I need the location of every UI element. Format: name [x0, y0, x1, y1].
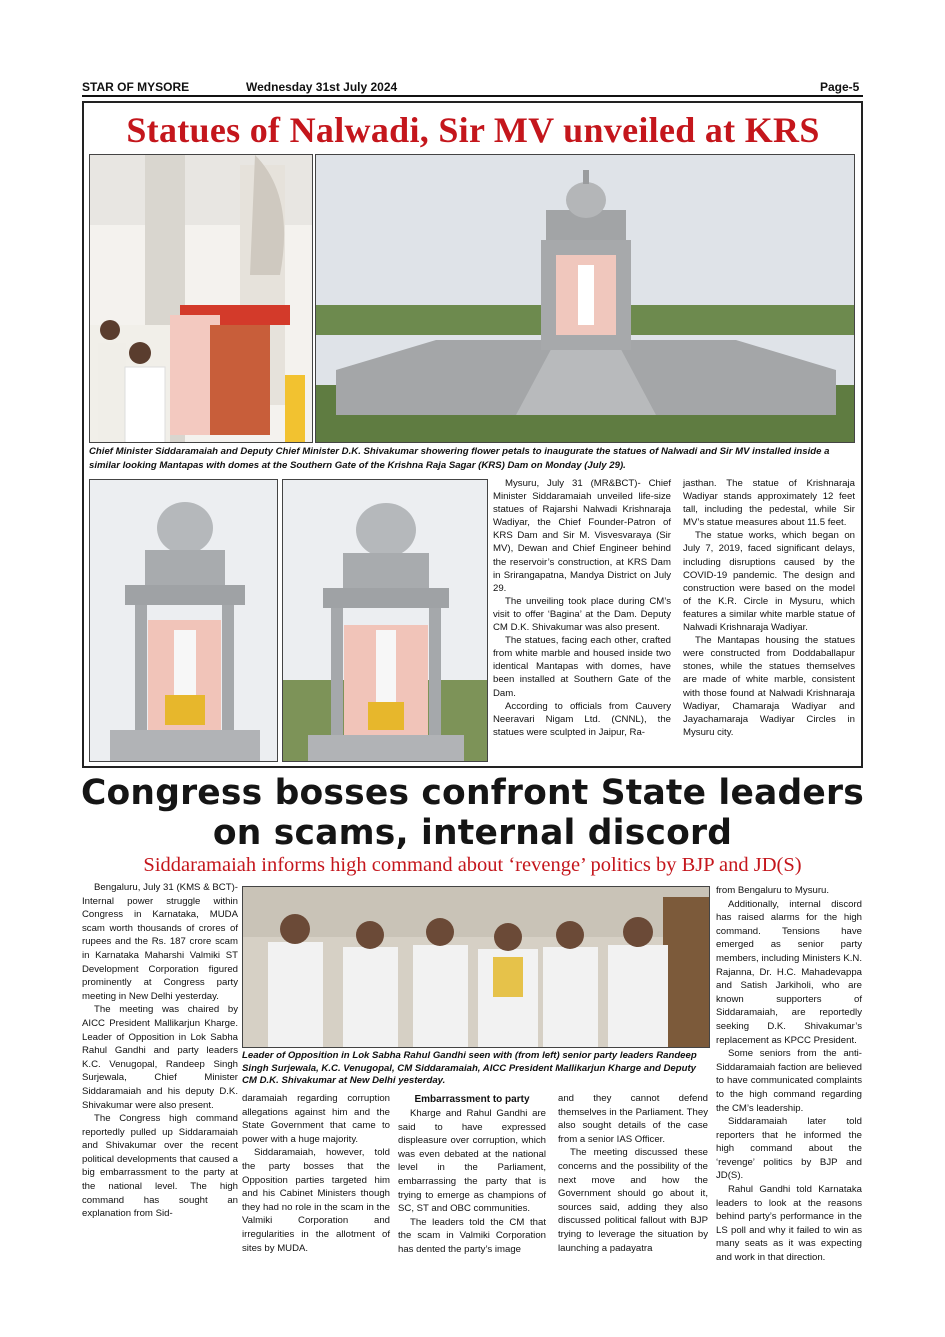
story1-col1-para: The unveiling took place during CM’s visit to offer ‘Bagina’ at the Dam. Deputy CM D.K. Shivakumar was also present. [493, 595, 671, 634]
story1-col1-para: The statues, facing each other, crafted from white marble and housed inside two identical Mantapas with domes, have been installed at Southern Gate of the Dam. [493, 635, 671, 699]
story1-col2-para: jasthan. The statue of Krishnaraja Wadiyar stands approximately 12 feet tall, including the pedestal, while Sir MV’s statue measures about 11.5 feet. [683, 478, 855, 529]
story2-col5-para: Some seniors from the anti-Siddaramaiah faction are believed to have communicated complaints to the high command regarding the CM’s leadership. [716, 1048, 862, 1114]
story2-col1-para: The Congress high command reportedly pulled up Siddaramaiah and Shivakumar over the recent political developments that caused a big embarrassment to the party at the national level. The high command has sought an explanation from Sid- [82, 1113, 238, 1220]
story1-headline: Statues of Nalwadi, Sir MV unveiled at KRS [126, 110, 820, 150]
issue-date: Wednesday 31st July 2024 [246, 80, 398, 94]
story1-col1-para: According to officials from Cauvery Neeravari Nigam Ltd. (CNNL), the statues were sculpted in Jaipur, Ra- [493, 700, 671, 738]
page-number: Page-5 [820, 80, 860, 94]
ceremony-photo [89, 154, 313, 443]
group-photo [242, 886, 710, 1048]
story1-col1-para: Mysuru, July 31 (MR&BCT)- Chief Minister Siddaramaiah unveiled life-size statues of Rajarshi Nalwadi Krishnaraja Wadiyar, the Chief Founder-Patron of KRS Dam and Sir M. Visvesvaraya (Sir MV), Dewan and Chief Engineer behind the reservoir’s construction, at KRS Dam in Srirangapatna, Mandya District on July 29. [493, 478, 671, 594]
story1-col2-para: The statue works, which began on July 7, 2019, faced significant delays, including disruptions caused by the COVID-19 pandemic. The design and construction were based on the model of the K.R. Circle in Mysuru, which features a similar white marble statue of Nalwadi Krishnaraja Wadiyar. [683, 530, 855, 634]
story2-col5-para: Rahul Gandhi told Karnataka leaders to look at the reasons behind party’s performance in the LS poll and why it failed to win as many seats as it was expecting and work in that direction. [716, 1184, 862, 1264]
story2-col5-para: Siddaramaiah later told reporters that he informed the high command about the ‘revenge’ politics by BJP and JD(S). [716, 1116, 862, 1182]
story2-col3-para: Kharge and Rahul Gandhi are said to have expressed displeasure over corruption, which was even debated at the national level in the Parliament, embarrassing the party that is trying to emerge as champions of SC, ST and OBC communities. [398, 1108, 546, 1215]
sir-mv-statue-photo [282, 479, 488, 762]
story2-column-1 [82, 881, 238, 1221]
story2-col5-para: Additionally, internal discord has raised alarms for the high command. Tensions have emerged as senior party members, including Ministers K.N. Rajanna, Dr. H.C. Mahadevappa and Satish Jarkiholi, who are known supporters of Siddaramaiah, are reportedly seeking D.K. Shivakumar’s replacement as KPCC President. [716, 898, 862, 1046]
story2-column-5 [716, 884, 862, 1265]
mantapa-wide-photo [315, 154, 855, 443]
masthead-rule [82, 95, 863, 97]
story2-col4-para: and they cannot defend themselves in the Parliament. They also sought details of the case from a senior IAS Officer. [558, 1093, 708, 1145]
story2-col5-para: from Bengaluru to Mysuru. [716, 885, 830, 896]
story2-column-4 [558, 1092, 708, 1255]
story2-col3-para: The leaders told the CM that the scam in Valmiki Corporation has dented the party’s image [398, 1216, 546, 1255]
story2-headline-line-1: Congress bosses confront State leaders [81, 773, 864, 813]
story2-subhead: Siddaramaiah informs high command about ‘revenge’ politics by BJP and JD(S) [143, 854, 802, 876]
story2-column-3 [398, 1107, 546, 1257]
story2-col2-para: Siddaramaiah, however, told the party bosses that the Opposition parties targeted him and his Cabinet Ministers though they had no role in the scam in the Valmiki Corporation and irregularities in the allotment of sites by MUDA. [242, 1147, 390, 1254]
story2-col1-para: Bengaluru, July 31 (KMS & BCT)- Internal power struggle within Congress in Karnataka, MUDA scam worth thousands of crores of rupees and the Rs. 187 crore scam in Karnataka Maharshi Valmiki ST Development Corporation figured prominently at Congress party meeting in New Delhi yesterday. [82, 882, 238, 1002]
story1-col2-para: The Mantapas housing the statues were constructed from Doddaballapur stones, while the statues themselves are made of white marble, consistent with those found at Nalwadi Krishnaraja Wadiyar, Chamaraja Wadiyar and Jayachamaraja Wadiyar Circles in Mysuru city. [683, 635, 855, 738]
embarrassment-subhead: Embarrassment to party [414, 1094, 530, 1105]
story1-column-2 [683, 477, 855, 739]
story2-col1-para: The meeting was chaired by AICC President Mallikarjun Kharge. Leader of Opposition in Lok Sabha Rahul Gandhi and party leaders K.C. Venugopal, Randeep Singh Surjewala, Chief Minister Siddaramaiah and his deputy D.K. Shivakumar were also present. [82, 1004, 238, 1111]
story2-headline-line-2: on scams, internal discord [212, 813, 733, 853]
story1-column-1 [493, 477, 671, 739]
story2-caption: Leader of Opposition in Lok Sabha Rahul Gandhi seen with (from left) senior party leaders Randeep Singh Surjewala, K.C. Venugopal, CM Siddaramaiah, AICC President Mallikarjun Kharge and Deputy CM D.K. Shivakumar at New Delhi yesterday. [242, 1050, 697, 1086]
story2-col2-para: daramaiah regarding corruption allegations against him and the State Government that came to power with a huge majority. [242, 1093, 390, 1145]
nalwadi-statue-photo [89, 479, 278, 762]
story2-col4-para: The meeting discussed these concerns and the possibility of the next move and how the Government should go about it, sources said, adding they also discussed political fallout with BJP trying to leverage the situation by launching a padayatra [558, 1147, 708, 1254]
story1-caption: Chief Minister Siddaramaiah and Deputy Chief Minister D.K. Shivakumar showering flower petals to inaugurate the statues of Nalwadi and Sir MV installed inside a similar looking Mantapas with domes at the Southern Gate of the Krishna Raja Sagar (KRS) Dam on Monday (July 29). [89, 446, 830, 471]
paper-name: STAR OF MYSORE [82, 80, 190, 94]
story2-column-2 [242, 1092, 390, 1255]
